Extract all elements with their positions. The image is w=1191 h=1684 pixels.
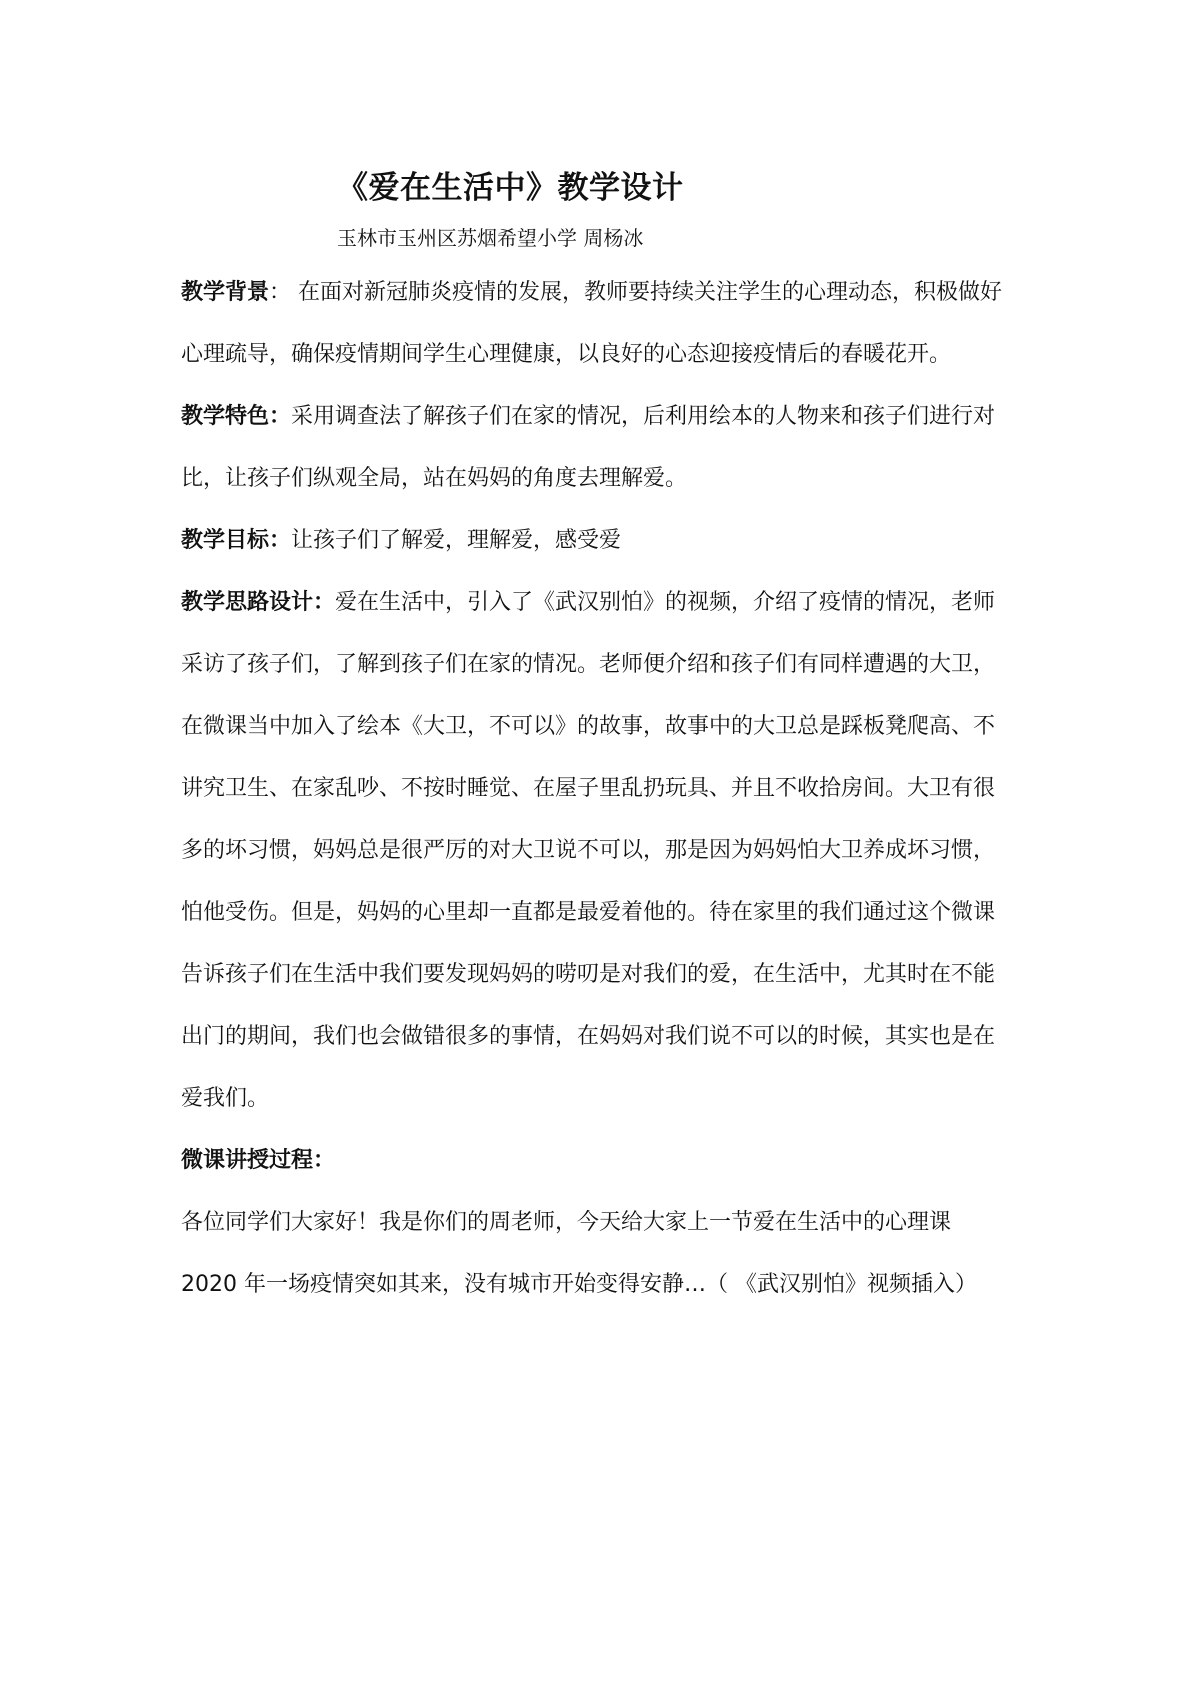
section-separator: ： — [269, 280, 292, 305]
section-background — [181, 262, 1016, 386]
section-design — [181, 572, 1016, 1130]
paragraph-video: 2020 年一场疫情突如其来，没有城市开始变得安静…（ 《武汉别怕》视频插入） — [181, 1272, 977, 1297]
section-text: 在面对新冠肺炎疫情的发展，教师要持续关注学生的心理动态，积极做好心理疏导，确保疫情期间学生心理健康，以良好的心态迎接疫情后的春暖花开。 — [181, 280, 1003, 367]
section-heading: 微课讲授过程： — [181, 1148, 336, 1173]
section-features — [181, 386, 1016, 510]
section-heading: 教学思路设计： — [181, 590, 336, 615]
document-author: 玉林市玉州区苏烟希望小学 周杨冰 — [337, 226, 644, 250]
section-text: 让孩子们了解爱，理解爱，感受爱 — [291, 528, 622, 553]
section-text: 爱在生活中，引入了《武汉别怕》的视频，介绍了疫情的情况，老师采访了孩子们，了解到孩子们在家的情况。老师便介绍和孩子们有同样遭遇的大卫，在微课当中加入了绘本《大卫，不可以》的故事，故事中的大卫总是踩板凳爬高、不讲究卫生、在家乱吵、不按时睡觉、在屋子里乱扔玩具、并且不收拾房间。大卫有很多的坏习惯，妈妈总是很严厉的对大卫说不可以，那是因为妈妈怕大卫养成坏习惯，怕他受伤。但是，妈妈的心里却一直都是最爱着他的。待在家里的我们通过这个微课告诉孩子们在生活中我们要发现妈妈的唠叨是对我们的爱，在生活中，尤其时在不能出门的期间，我们也会做错很多的事情，在妈妈对我们说不可以的时候，其实也是在爱我们。 — [181, 590, 996, 1111]
section-text: 采用调查法了解孩子们在家的情况，后利用绘本的人物来和孩子们进行对比，让孩子们纵观全局，站在妈妈的角度去理解爱。 — [181, 404, 996, 491]
document-body — [181, 262, 1016, 1316]
paragraph-greeting: 各位同学们大家好！我是你们的周老师，今天给大家上一节爱在生活中的心理课 — [181, 1210, 952, 1235]
document-title: 《爱在生活中》教学设计 — [337, 170, 684, 206]
section-heading: 教学目标： — [181, 528, 292, 553]
section-heading: 教学背景 — [181, 280, 270, 305]
section-goals — [181, 510, 1016, 572]
section-process — [181, 1130, 1016, 1192]
section-heading: 教学特色： — [181, 404, 292, 429]
